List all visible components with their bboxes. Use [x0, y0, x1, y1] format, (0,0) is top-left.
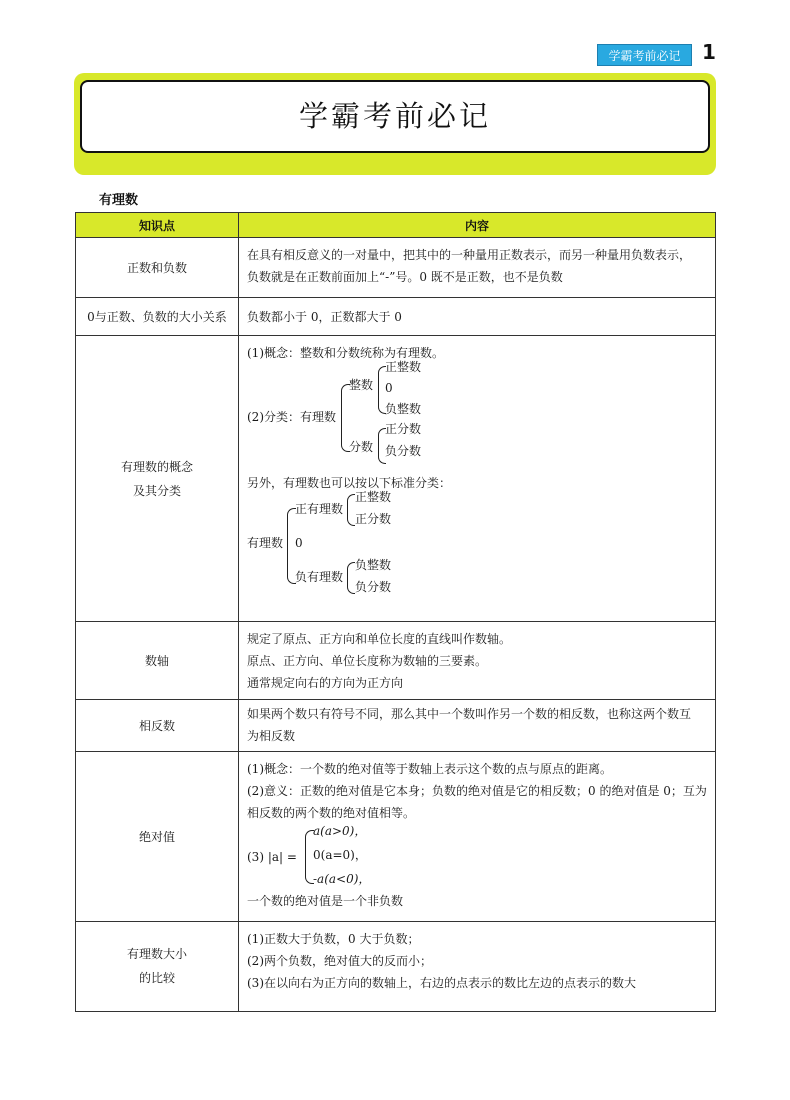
- tree-node: 0: [295, 536, 303, 550]
- row-key-line: 有理数的概念: [120, 459, 193, 474]
- tree-node: 负有理数: [295, 570, 344, 584]
- row-key-line: 的比较: [138, 971, 175, 985]
- row-key: 数轴: [76, 622, 239, 700]
- page-title: 学霸考前必记: [80, 80, 710, 153]
- content-line: 负数就是在正数前面加上“-”号。0 既不是正数，也不是负数: [247, 270, 563, 284]
- tree-leaf: 正整数: [385, 360, 422, 374]
- tree-node: 分数: [349, 440, 374, 454]
- content-line: 在具有相反意义的一对量中，把其中的一种量用正数表示，而另一种量用负数表示，: [247, 248, 692, 262]
- table-row: [76, 700, 716, 752]
- classification-tree-1: [247, 360, 707, 462]
- formula-case: -a(a<0)，: [313, 872, 371, 886]
- table-row: [76, 298, 716, 336]
- formula-case: a(a>0)，: [313, 824, 367, 838]
- row-content: [239, 336, 716, 622]
- row-key-line: 有理数大小: [126, 947, 187, 961]
- table-header-row: [76, 213, 716, 238]
- brace: [347, 494, 355, 526]
- table-row: [76, 752, 716, 922]
- row-key-line: 及其分类: [132, 483, 181, 498]
- row-key: 相反数: [76, 700, 239, 752]
- row-key: [76, 336, 239, 622]
- tree-node: 整数: [349, 378, 374, 392]
- content-line: (3)在以向右为正方向的数轴上，右边的点表示的数比左边的点表示的数大: [247, 976, 637, 990]
- row-key: 0与正数、负数的大小关系: [76, 298, 239, 336]
- tree-leaf: 正分数: [385, 422, 422, 436]
- content-line: 为相反数: [247, 729, 296, 743]
- table-row: [76, 336, 716, 622]
- row-content: [239, 700, 716, 752]
- table-row: [76, 922, 716, 1012]
- tree-label: 有理数: [247, 536, 284, 550]
- content-line: 相反数的两个数的绝对值相等。: [247, 806, 416, 820]
- row-content: [239, 752, 716, 922]
- row-content: [239, 922, 716, 1012]
- abs-value-formula: [247, 824, 707, 890]
- tree-leaf: 负整数: [385, 402, 422, 416]
- row-key: 绝对值: [76, 752, 239, 922]
- content-line: 规定了原点、正方向和单位长度的直线叫作数轴。: [247, 632, 512, 646]
- table-row: [76, 622, 716, 700]
- col-header-knowledge: 知识点: [76, 213, 239, 238]
- tree-leaf: 正分数: [355, 512, 392, 526]
- page-number: 1: [702, 40, 716, 64]
- content-line: 负数都小于 0，正数都大于 0: [247, 310, 402, 324]
- tree-leaf: 正整数: [355, 490, 392, 504]
- content-line: 一个数的绝对值是一个非负数: [247, 894, 404, 908]
- row-content: [239, 622, 716, 700]
- content-line: (1)正数大于负数，0 大于负数；: [247, 932, 420, 946]
- content-line: (1)概念：整数和分数统称为有理数。: [247, 346, 444, 360]
- tree-leaf: 负分数: [355, 580, 392, 594]
- tree-leaf: 负整数: [355, 558, 392, 572]
- content-line: (2)意义：正数的绝对值是它本身；负数的绝对值是它的相反数；0 的绝对值是 0；互为: [247, 784, 707, 798]
- formula-label: (3) |a| =: [247, 850, 297, 864]
- content-line: 如果两个数只有符号不同，那么其中一个数叫作另一个数的相反数，也称这两个数互: [247, 707, 692, 721]
- content-line: 原点、正方向、单位长度称为数轴的三要素。: [247, 654, 488, 668]
- header-tag: 学霸考前必记: [597, 44, 692, 66]
- tree-node: 正有理数: [295, 502, 344, 516]
- row-key: 正数和负数: [76, 238, 239, 298]
- row-content: [239, 298, 716, 336]
- brace: [347, 562, 355, 594]
- content-line: 另外，有理数也可以按以下标准分类：: [247, 476, 452, 490]
- section-title: 有理数: [99, 193, 139, 208]
- tree-leaf: 0: [385, 381, 393, 395]
- formula-case: 0(a=0)，: [313, 848, 367, 862]
- content-line: 通常规定向右的方向为正方向: [247, 676, 404, 690]
- tree-label: (2)分类：有理数: [247, 410, 336, 424]
- col-header-content: 内容: [239, 213, 716, 238]
- tree-leaf: 负分数: [385, 444, 422, 458]
- classification-tree-2: [247, 490, 707, 594]
- table-row: [76, 238, 716, 298]
- row-key: [76, 922, 239, 1012]
- content-line: (1)概念：一个数的绝对值等于数轴上表示这个数的点与原点的距离。: [247, 762, 613, 776]
- row-content: [239, 238, 716, 298]
- knowledge-table: [75, 212, 716, 1012]
- content-line: (2)两个负数，绝对值大的反而小；: [247, 954, 432, 968]
